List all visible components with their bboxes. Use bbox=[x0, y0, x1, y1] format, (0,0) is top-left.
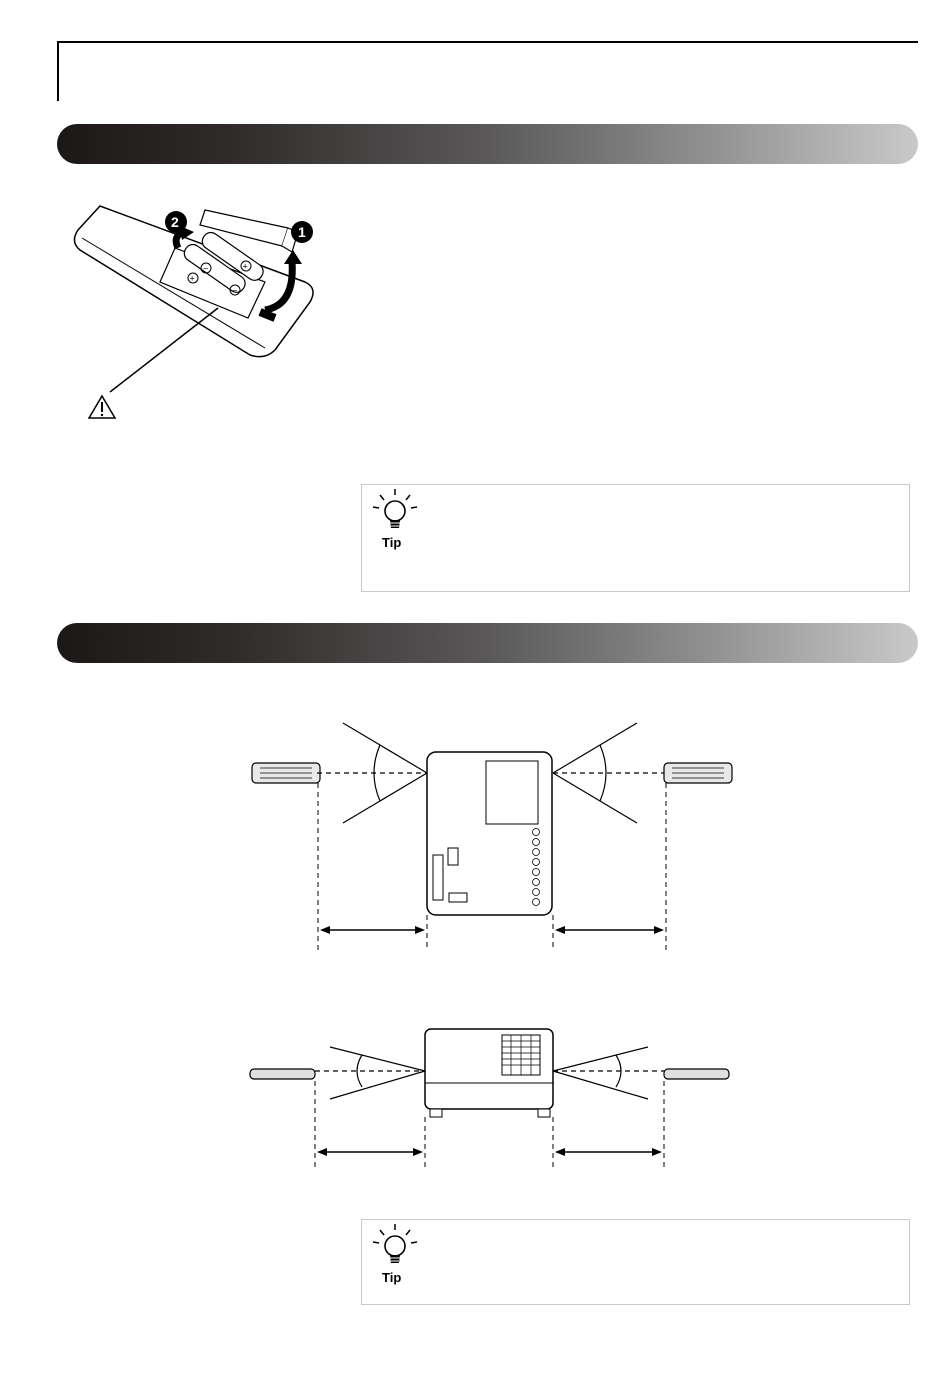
svg-text:+: + bbox=[189, 273, 195, 284]
remote-left-side bbox=[250, 1069, 315, 1079]
svg-text:−: − bbox=[232, 285, 238, 296]
remote-right-side bbox=[664, 1069, 729, 1079]
svg-text:+: + bbox=[242, 261, 248, 272]
battery-replacement-illustration bbox=[60, 190, 330, 430]
operating-range-top-view bbox=[240, 715, 740, 960]
svg-text:1: 1 bbox=[298, 224, 306, 240]
tip-label: Tip bbox=[382, 1270, 402, 1285]
svg-text:2: 2 bbox=[171, 214, 179, 230]
projector-top bbox=[427, 752, 552, 915]
remote-right-top bbox=[664, 763, 732, 783]
tip-box-2 bbox=[361, 1219, 910, 1305]
projector-side bbox=[425, 1029, 553, 1117]
page-header-side-rule bbox=[57, 41, 59, 101]
tip-label: Tip bbox=[382, 535, 402, 550]
section-bar-battery bbox=[57, 124, 918, 164]
warning-triangle-icon bbox=[89, 396, 115, 418]
remote-left-top bbox=[252, 763, 320, 783]
operating-range-side-view bbox=[240, 1025, 740, 1175]
tip-box-1 bbox=[361, 484, 910, 592]
section-bar-operating-range bbox=[57, 623, 918, 663]
page-header-rule bbox=[57, 41, 918, 43]
svg-text:−: − bbox=[203, 263, 209, 274]
